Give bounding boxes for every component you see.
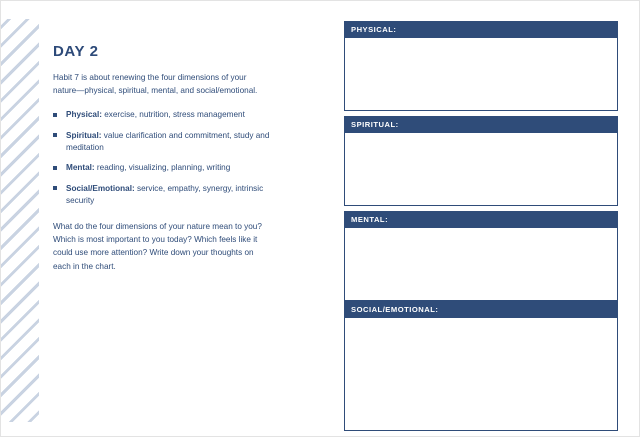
write-in-field-social-emotional[interactable] <box>344 318 618 431</box>
square-bullet-icon <box>53 133 57 137</box>
chart-section-social-emotional <box>344 301 618 431</box>
section-header-spiritual: SPIRITUAL: <box>344 116 618 133</box>
square-bullet-icon <box>53 186 57 190</box>
reflection-prompt: What do the four dimensions of your nature mean to you? Which is most important to you today? Which feels like it could use more attention? Write down your thoughts on each in the chart. <box>53 222 262 271</box>
chart-section-mental <box>344 211 618 301</box>
write-in-field-physical[interactable] <box>344 38 618 111</box>
dimension-description: exercise, nutrition, stress management <box>101 110 245 120</box>
square-bullet-icon <box>53 113 57 117</box>
dimension-description: reading, visualizing, planning, writing <box>94 163 231 173</box>
chart-section-physical <box>344 21 618 111</box>
instructions-column <box>53 43 281 273</box>
intro-paragraph: Habit 7 is about renewing the four dimensions of your nature—physical, spiritual, mental, and social/emotional. <box>53 73 258 95</box>
section-header-physical: PHYSICAL: <box>344 21 618 38</box>
stripe-mask-bottom <box>1 422 39 437</box>
write-in-field-mental[interactable] <box>344 228 618 301</box>
dimension-description: service, empathy, synergy, intrinsic security <box>66 183 264 205</box>
chart-section-spiritual <box>344 116 618 206</box>
stripe-mask-top <box>1 1 39 19</box>
page-title: DAY 2 <box>53 43 99 60</box>
dimension-term: Mental: <box>66 163 95 173</box>
dimension-term: Physical: <box>66 110 102 120</box>
write-in-field-spiritual[interactable] <box>344 133 618 206</box>
dimension-description: value clarification and commitment, study and meditation <box>66 130 270 152</box>
list-item <box>53 109 272 121</box>
dimensions-list <box>53 109 281 207</box>
response-chart <box>344 21 618 431</box>
list-item <box>53 162 272 174</box>
dimension-term: Spiritual: <box>66 130 102 140</box>
diagonal-stripes <box>1 1 39 437</box>
list-item <box>53 183 272 208</box>
square-bullet-icon <box>53 166 57 170</box>
decorative-stripe-band <box>1 1 39 437</box>
list-item <box>53 130 272 155</box>
dimension-term: Social/Emotional: <box>66 183 135 193</box>
section-header-social-emotional: SOCIAL/EMOTIONAL: <box>344 301 618 318</box>
section-header-mental: MENTAL: <box>344 211 618 228</box>
